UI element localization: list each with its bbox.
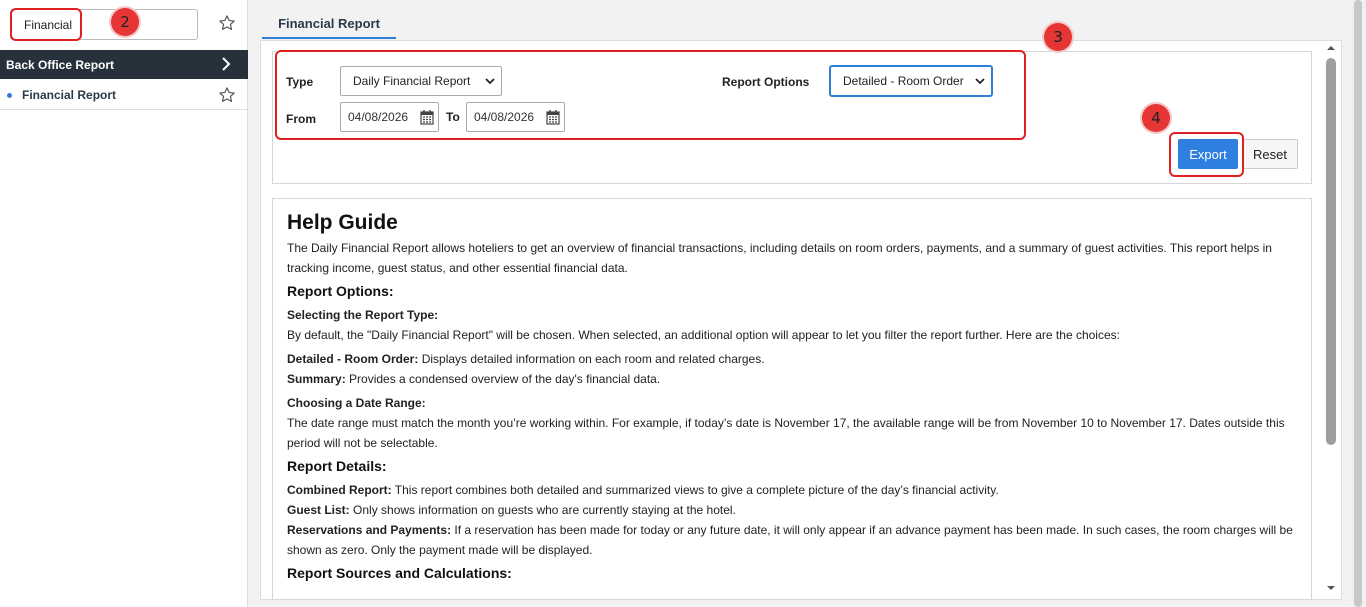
section-title: Back Office Report: [6, 57, 115, 72]
reservations-term: Reservations and Payments:: [287, 523, 452, 537]
sources-heading: Report Sources and Calculations:: [287, 565, 512, 581]
to-date-value: 04/08/2026: [474, 110, 535, 124]
scroll-up-arrow-icon[interactable]: [1325, 42, 1337, 54]
combined-line: [287, 480, 1297, 500]
date-range-text: The date range must match the month you’re working within. For example, if today’s date is November 17, the available range will be from November 10 to November 17. Dates outside this period will not be selectable.: [287, 416, 1285, 450]
selecting-type-heading: Selecting the Report Type:: [287, 308, 439, 322]
calendar-icon[interactable]: [420, 109, 434, 125]
to-date-input[interactable]: [466, 102, 565, 132]
detailed-line: [287, 349, 1297, 369]
detailed-text: Displays detailed information on each room and related charges.: [421, 352, 765, 366]
type-select[interactable]: [340, 66, 502, 96]
type-label: Type: [286, 75, 314, 89]
chevron-down-icon: [975, 77, 985, 85]
reservations-line: [287, 520, 1297, 560]
help-guide-panel: [272, 198, 1312, 600]
reservations-text: If a reservation has been made for today or any future date, it will only appear if an advance payment has been made. In such cases, the room charges will be shown as zero. Only the payment made will be displayed.: [287, 523, 1293, 557]
sidebar: [0, 0, 248, 607]
combined-term: Combined Report:: [287, 483, 392, 497]
date-range-heading: Choosing a Date Range:: [287, 396, 426, 410]
summary-term: Summary:: [287, 372, 346, 386]
calendar-icon[interactable]: [546, 109, 560, 125]
search-input[interactable]: [11, 10, 197, 39]
guest-term: Guest List:: [287, 503, 350, 517]
report-details-heading: Report Details:: [287, 458, 387, 474]
sidebar-item-financial-report[interactable]: [0, 80, 248, 110]
help-intro: The Daily Financial Report allows hoteliers to get an overview of financial transactions, including details on room orders, payments, and a summary of guest activities. This report helps in tracking income, guest status, and other essential financial data.: [287, 241, 1272, 275]
report-options-heading: Report Options:: [287, 283, 394, 299]
guest-line: [287, 500, 1297, 520]
type-select-value: Daily Financial Report: [353, 74, 471, 88]
from-date-value: 04/08/2026: [348, 110, 409, 124]
to-label: To: [446, 110, 460, 124]
tab-financial-report[interactable]: Financial Report: [262, 9, 396, 39]
content-scrollbar-thumb[interactable]: [1326, 58, 1336, 445]
window-scrollbar-thumb[interactable]: [1354, 0, 1362, 607]
export-button[interactable]: Export: [1178, 139, 1238, 169]
search-box[interactable]: [10, 9, 198, 40]
combined-text: This report combines both detailed and summarized views to give a complete picture of the day’s financial activity.: [394, 483, 999, 497]
reset-button[interactable]: Reset: [1242, 139, 1298, 169]
from-label: From: [286, 112, 316, 126]
selecting-type-text: By default, the "Daily Financial Report" will be chosen. When selected, an additional option will appear to let you filter the report further. Here are the choices:: [287, 328, 1120, 342]
star-icon[interactable]: [218, 14, 236, 32]
star-icon[interactable]: [218, 86, 236, 104]
bullet-dot-icon: [7, 93, 12, 98]
report-options-label: Report Options: [722, 75, 810, 89]
report-options-select[interactable]: [830, 66, 992, 96]
sidebar-section-back-office-report[interactable]: [0, 50, 248, 79]
chevron-down-icon: [485, 77, 495, 85]
from-date-input[interactable]: [340, 102, 439, 132]
chevron-right-icon: [219, 56, 233, 72]
scroll-down-arrow-icon[interactable]: [1325, 582, 1337, 594]
summary-line: [287, 369, 1297, 389]
annotation-marker-4: 4: [1142, 104, 1170, 132]
guest-text: Only shows information on guests who are currently staying at the hotel.: [353, 503, 736, 517]
detailed-term: Detailed - Room Order:: [287, 352, 419, 366]
summary-text: Provides a condensed overview of the day's financial data.: [349, 372, 661, 386]
help-title: Help Guide: [287, 211, 398, 234]
annotation-marker-3: 3: [1044, 23, 1072, 51]
report-options-select-value: Detailed - Room Order: [843, 74, 964, 88]
annotation-marker-2: 2: [111, 8, 139, 36]
sidebar-item-label: Financial Report: [22, 87, 117, 102]
